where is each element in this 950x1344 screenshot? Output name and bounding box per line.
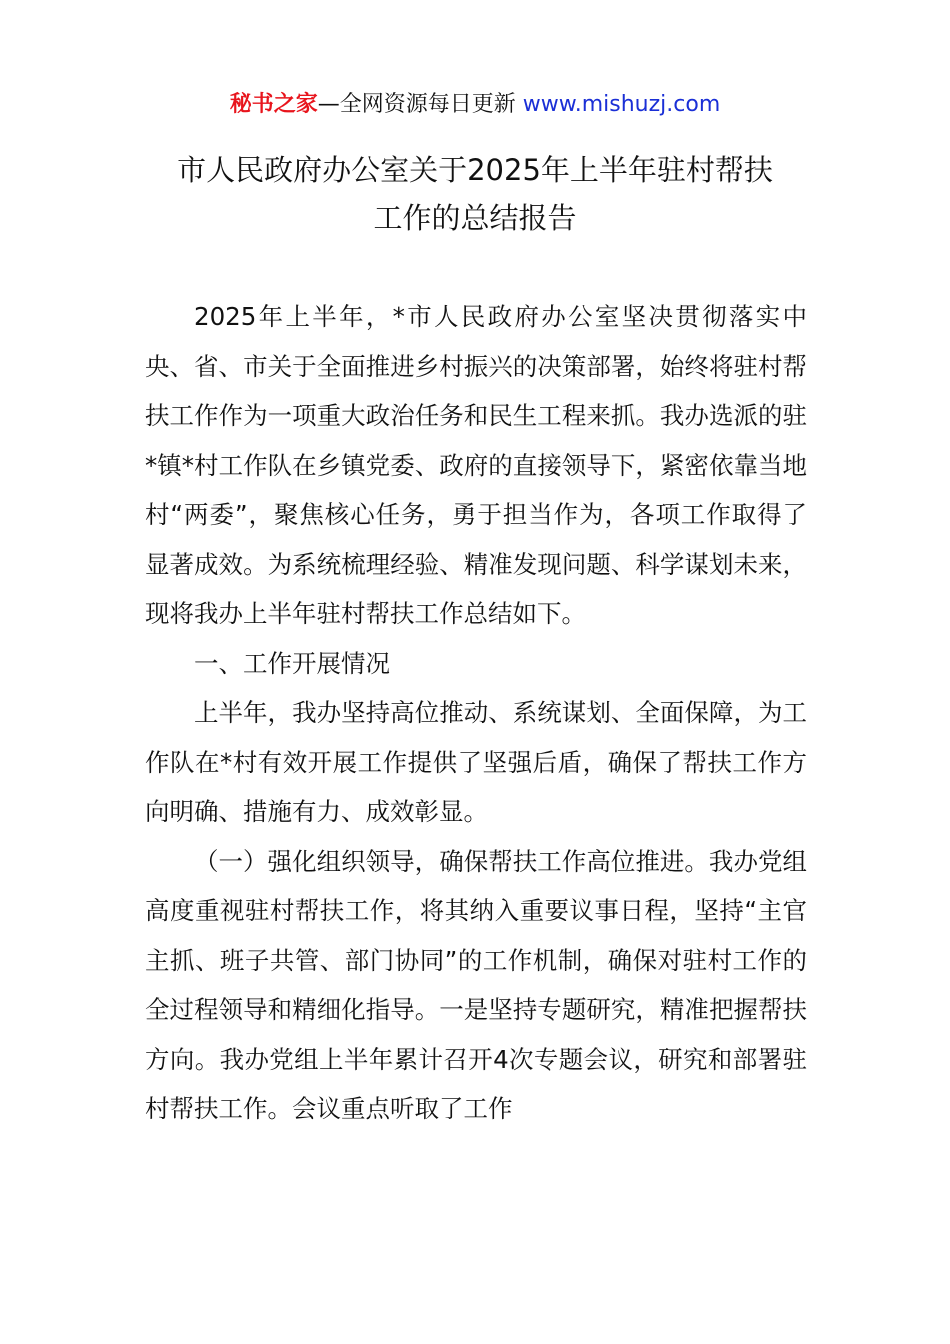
document-title [100,146,850,242]
site-header [0,88,950,122]
body-paragraph: 上半年，我办坚持高位推动、系统谋划、全面保障，为工作队在*村有效开展工作提供了坚强后盾，确保了帮扶工作方向明确、措施有力、成效彰显。 [145,698,807,826]
site-url-link[interactable]: www.mishuzj.com [522,92,721,117]
title-line-1: 市人民政府办公室关于2025年上半年驻村帮扶 [177,153,773,187]
header-slogan: —全网资源每日更新 [317,92,516,117]
brand-name: 秘书之家 [229,92,318,117]
subsection-paragraph-1: （一）强化组织领导，确保帮扶工作高位推进。我办党组高度重视驻村帮扶工作，将其纳入重要议事日程，坚持“主官主抓、班子共管、部门协同”的工作机制，确保对驻村工作的全过程领导和精细化指导。一是坚持专题研究，精准把握帮扶方向。我办党组上半年累计召开4次专题会议，研究和部署驻村帮扶工作。会议重点听取了工作 [145,846,807,1123]
title-line-2: 工作的总结报告 [373,201,577,235]
document-body [145,292,807,1134]
intro-paragraph: 2025年上半年，*市人民政府办公室坚决贯彻落实中央、省、市关于全面推进乡村振兴的决策部署，始终将驻村帮扶工作作为一项重大政治任务和民生工程来抓。我办选派的驻*镇*村工作队在乡镇党委、政府的直接领导下，紧密依靠当地村“两委”，聚焦核心任务，勇于担当作为，各项工作取得了显著成效。为系统梳理经验、精准发现问题、科学谋划未来，现将我办上半年驻村帮扶工作总结如下。 [145,302,807,628]
section-heading-1: 一、工作开展情况 [194,648,390,678]
